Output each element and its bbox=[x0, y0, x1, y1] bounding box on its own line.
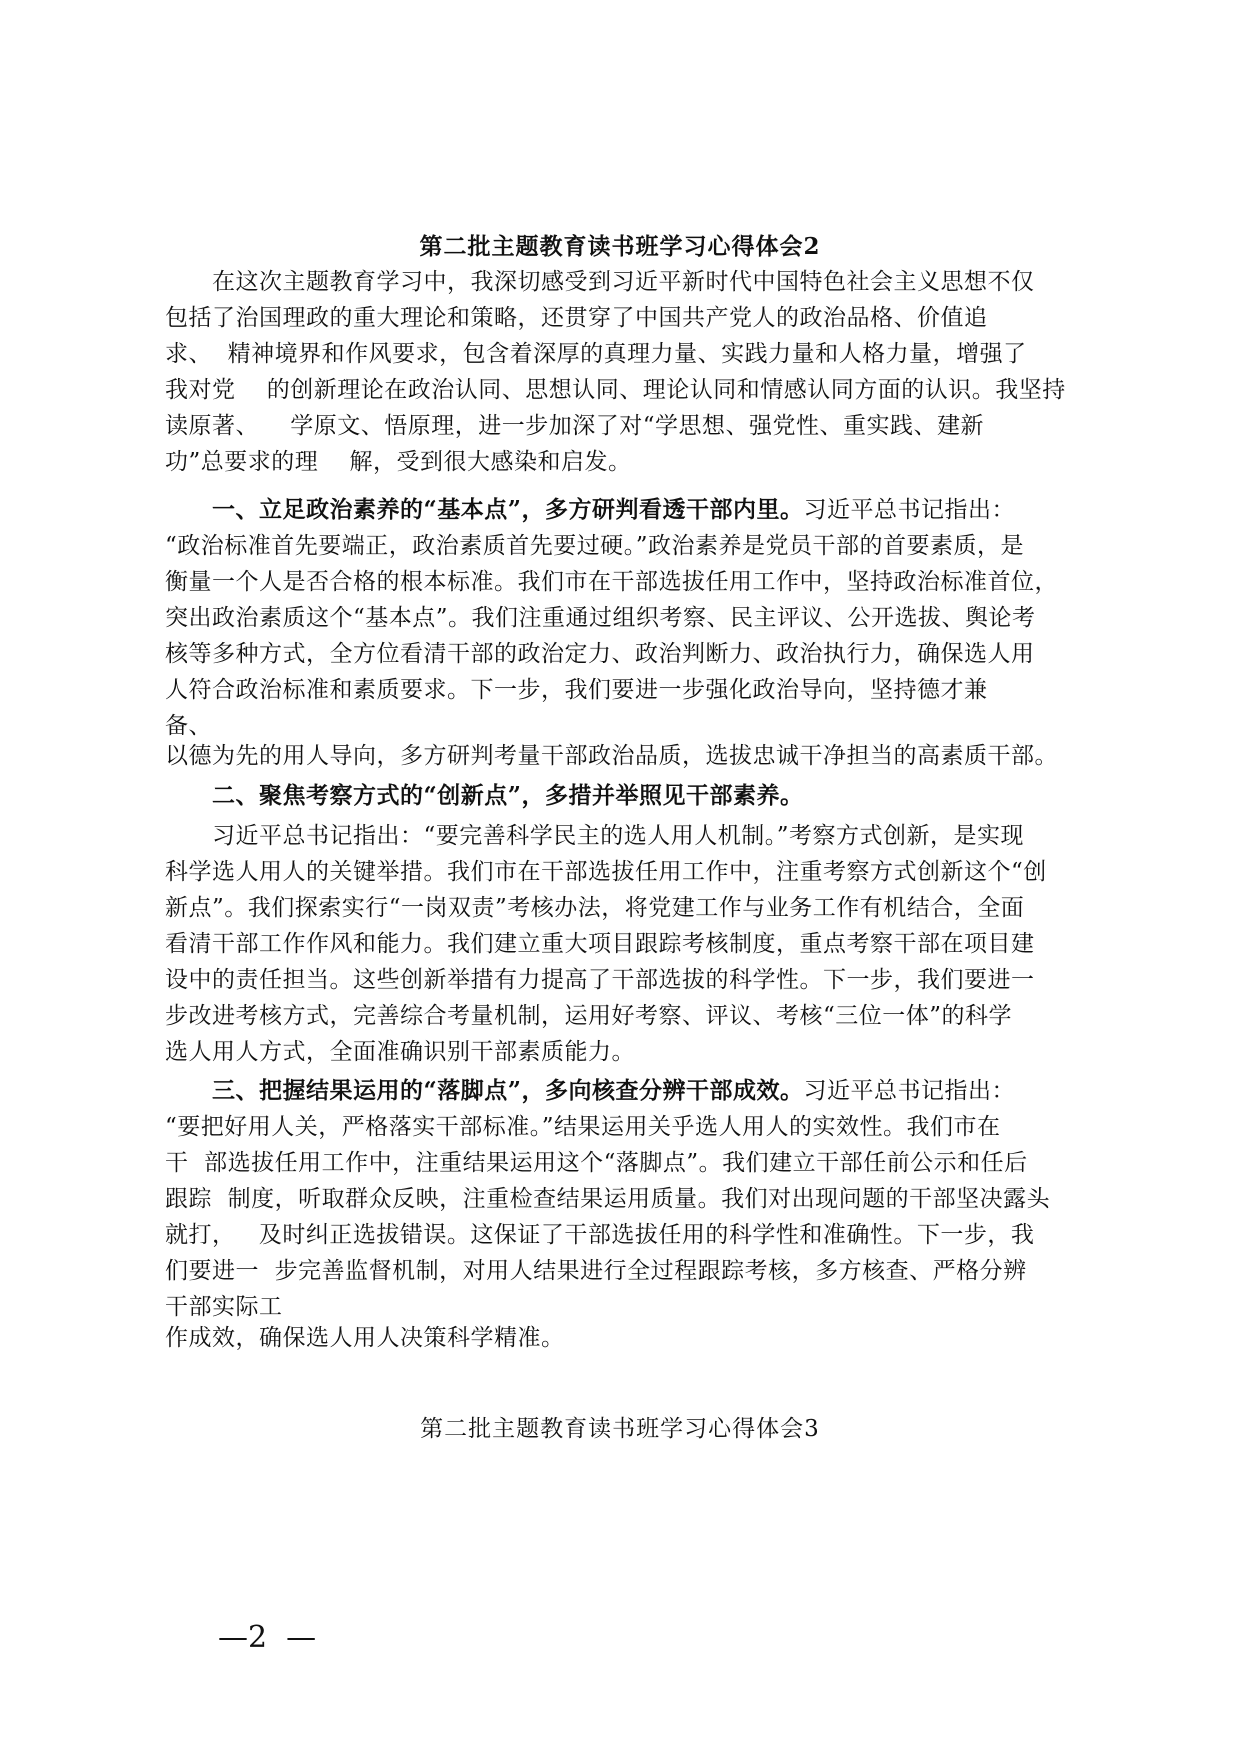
section3-line: “要把好用人关，严格落实干部标准。”结果运用关乎选人用人的实效性。我们市在 bbox=[165, 1114, 1001, 1140]
section3-line: 就打， 及时纠正选拔错误。这保证了干部选拔任用的科学性和准确性。下一步，我 bbox=[165, 1222, 1035, 1248]
page-number: —2 — bbox=[218, 1620, 317, 1655]
section1-heading-tail: 习近平总书记指出： bbox=[803, 497, 1015, 523]
section1-line: “政治标准首先要端正，政治素质首先要过硬。”政治素养是党员干部的首要素质，是 bbox=[165, 533, 1025, 559]
next-article-title: 第二批主题教育读书班学习心得体会3 bbox=[420, 1416, 820, 1442]
section1-heading-line bbox=[165, 495, 1015, 525]
intro-line: 包括了治国理政的重大理论和策略，还贯穿了中国共产党人的政治品格、价值追 bbox=[165, 305, 988, 331]
section2-heading: 二、聚焦考察方式的“创新点”，多措并举照见干部素养。 bbox=[165, 782, 804, 809]
section3-line: 干部实际工 bbox=[165, 1294, 283, 1320]
section3-line: 干 部选拔任用工作中，注重结果运用这个“落脚点”。我们建立干部任前公示和任后 bbox=[165, 1150, 1028, 1176]
intro-line: 我对党 的创新理论在政治认同、思想认同、理论认同和情感认同方面的认识。我坚持 bbox=[165, 377, 1066, 403]
section2-line: 新点”。我们探索实行“一岗双责”考核办法，将党建工作与业务工作有机结合，全面 bbox=[165, 895, 1025, 921]
intro-line: 在这次主题教育学习中，我深切感受到习近平新时代中国特色社会主义思想不仅 bbox=[165, 269, 1035, 295]
section1-line: 人符合政治标准和素质要求。下一步，我们要进一步强化政治导向，坚持德才兼 bbox=[165, 677, 988, 703]
section2-line: 步改进考核方式，完善综合考量机制，运用好考察、评议、考核“三位一体”的科学 bbox=[165, 1003, 1013, 1029]
section3-heading-tail: 习近平总书记指出： bbox=[803, 1078, 1015, 1104]
section2-line: 选人用人方式，全面准确识别干部素质能力。 bbox=[165, 1039, 635, 1065]
intro-line: 功”总要求的理 解，受到很大感染和启发。 bbox=[165, 449, 632, 475]
section3-line: 们要进一 步完善监督机制，对用人结果进行全过程跟踪考核，多方核查、严格分辨 bbox=[165, 1258, 1027, 1284]
section2-line: 科学选人用人的关键举措。我们市在干部选拔任用工作中，注重考察方式创新这个“创 bbox=[165, 859, 1047, 885]
section3-heading: 三、把握结果运用的“落脚点”，多向核查分辨干部成效。 bbox=[165, 1077, 804, 1104]
section1-line: 以德为先的用人导向，多方研判考量干部政治品质，选拔忠诚干净担当的高素质干部。 bbox=[165, 743, 1058, 769]
section1-heading: 一、立足政治素养的“基本点”，多方研判看透干部内里。 bbox=[165, 496, 804, 523]
intro-line: 求、 精神境界和作风要求，包含着深厚的真理力量、实践力量和人格力量，增强了 bbox=[165, 341, 1027, 367]
intro-line: 读原著、 学原文、悟原理，进一步加深了对“学思想、强党性、重实践、建新 bbox=[165, 413, 985, 439]
section2-line: 习近平总书记指出：“要完善科学民主的选人用人机制。”考察方式创新，是实现 bbox=[165, 823, 1025, 849]
section1-line: 突出政治素质这个“基本点”。我们注重通过组织考察、民主评议、公开选拔、舆论考 bbox=[165, 605, 1036, 631]
section3-line: 跟踪 制度，听取群众反映，注重检查结果运用质量。我们对出现问题的干部坚决露头 bbox=[165, 1186, 1051, 1212]
section3-line: 作成效，确保选人用人决策科学精准。 bbox=[165, 1325, 565, 1351]
section1-line: 备、 bbox=[165, 713, 212, 739]
section2-line: 看清干部工作作风和能力。我们建立重大项目跟踪考核制度，重点考察干部在项目建 bbox=[165, 931, 1035, 957]
section2-line: 设中的责任担当。这些创新举措有力提高了干部选拔的科学性。下一步，我们要进一 bbox=[165, 967, 1035, 993]
section1-line: 核等多种方式，全方位看清干部的政治定力、政治判断力、政治执行力，确保选人用 bbox=[165, 641, 1035, 667]
document-title: 第二批主题教育读书班学习心得体会2 bbox=[419, 233, 821, 260]
section3-heading-line bbox=[165, 1076, 1015, 1106]
section1-line: 衡量一个人是否合格的根本标准。我们市在干部选拔任用工作中，坚持政治标准首位， bbox=[165, 569, 1058, 595]
